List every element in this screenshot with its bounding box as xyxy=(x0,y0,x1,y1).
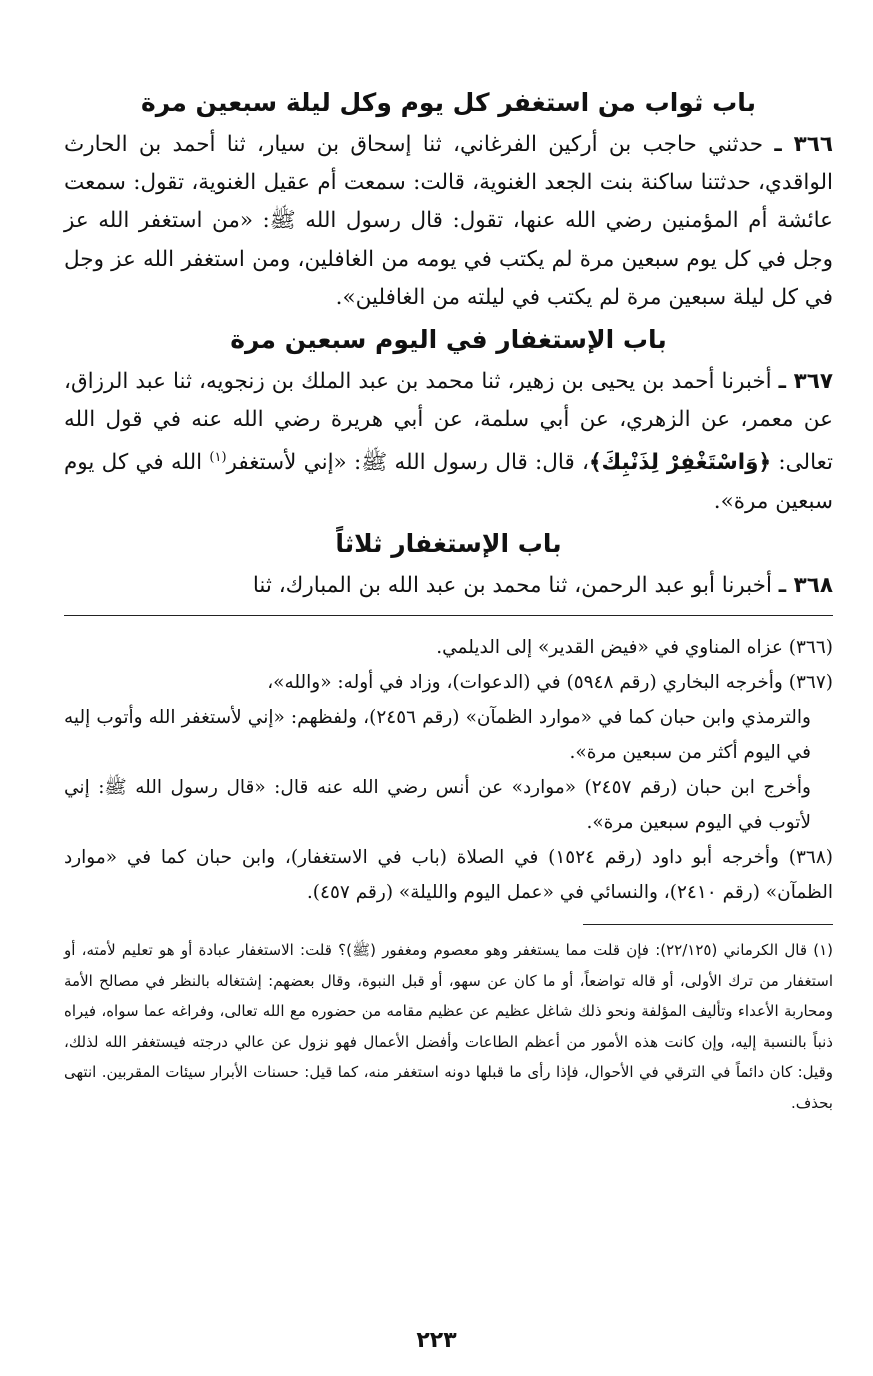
chapter-heading-367: باب الإستغفار في اليوم سبعين مرة xyxy=(230,325,667,355)
hadith-text-366: حدثني حاجب بن أركين الفرغاني، ثنا إسحاق بن سيار، ثنا أحمد بن الحارث الواقدي، حدثتنا ساكنة بنت الجعد الغنوية، قالت: سمعت أم عقيل الغنوية، تقول: سمعت عائشة أم المؤمنين رضي الله عنها، تقول: قال رسول الله ﷺ: «من استغفر الله عز وجل في كل يوم سبعين مرة لم يكتب في يومه من الغافلين، ومن استغفر الله عز وجل في كل ليلة سبعين مرة لم يكتب في ليلته من الغافلين». xyxy=(64,132,833,310)
quran-quote: ﴿وَاسْتَغْفِرْ لِذَنْبِكَ﴾ xyxy=(588,450,772,476)
hadith-366 xyxy=(64,126,833,317)
notes-divider xyxy=(64,615,833,616)
footnote-1: (١) قال الكرماني (٢٢/١٢٥): فإن قلت مما يستغفر وهو معصوم ومغفور (ﷺ)؟ قلت: الاستغفار عبادة أو هو تعليم لأمته، أو استغفار من ترك الأولى، أو قاله تواضعاً، أو ما كان عن سهو، أو قبل النبوة، وقال بعضهم: إشتغاله بالنظر في مصالح الأمة ومحاربة الأعداء وتأليف المؤلفة ونحو ذلك شاغل عظيم عن عظيم مقامه من حضوره مع الله تعالى، وفراغه عما سواه، فيراه ذنباً بالنسبة إليه، وإن كانت هذه الأمور من أعظم الطاعات وأفضل الأعمال فهو نزول عن عالي درجته فيستغفر الله لذلك، وقيل: كان دائماً في الترقي في الأحوال، فإذا رأى ما قبلها دونه استغفر منه، كما قيل: حسنات الأبرار سيئات المقربين. انتهى بحذف. xyxy=(64,941,833,1112)
chapter-heading-366: باب ثواب من استغفر كل يوم وكل ليلة سبعين مرة xyxy=(141,88,756,117)
hadith-text-367-b: ، قال: قال رسول الله ﷺ: «إني لأستغفر xyxy=(226,450,589,476)
chapter-heading-368: باب الإستغفار ثلاثاً xyxy=(335,528,562,558)
page-number: ٢٢٣ xyxy=(416,1328,457,1353)
note-366: (٣٦٦) عزاه المناوي في «فيض القدير» إلى الديلمي. xyxy=(436,637,833,659)
footnote-ref-1[interactable]: (١) xyxy=(209,450,227,466)
hadith-text-367-a: أخبرنا أحمد بن يحيى بن زهير، ثنا محمد بن عبد الملك بن زنجويه، ثنا عبد الرزاق، عن معمر، عن الزهري، عن أبي سلمة، عن أبي هريرة رضي الله عنه في قول الله تعالى: xyxy=(64,369,833,476)
footnote-divider xyxy=(583,924,833,925)
note-367: (٣٦٧) وأخرجه البخاري (رقم ٥٩٤٨) في (الدعوات)، وزاد في أوله: «والله»، xyxy=(267,672,833,694)
hadith-number-366: ٣٦٦ ـ xyxy=(774,132,833,157)
hadith-text-367-c: الله في كل يوم سبعين مرة». xyxy=(64,450,833,514)
hadith-number-368: ٣٦٨ ـ xyxy=(778,572,833,598)
note-367-continued: والترمذي وابن حبان كما في «موارد الظمآن» (رقم ٢٤٥٦)، ولفظهم: «إني لأستغفر الله وأتوب إليه في اليوم أكثر من سبعين مرة». xyxy=(64,707,811,764)
hadith-367 xyxy=(64,363,833,521)
hadith-number-367: ٣٦٧ ـ xyxy=(778,369,833,395)
note-368: (٣٦٨) وأخرجه أبو داود (رقم ١٥٢٤) في الصلاة (باب في الاستغفار)، وابن حبان كما في «موارد الظمآن» (رقم ٢٤١٠)، والنسائي في «عمل اليوم والليلة» (رقم ٤٥٧). xyxy=(64,847,833,904)
note-367-extra: وأخرج ابن حبان (رقم ٢٤٥٧) «موارد» عن أنس رضي الله عنه قال: «قال رسول الله ﷺ: إني لأتوب في اليوم سبعين مرة». xyxy=(64,777,811,834)
hadith-text-368: أخبرنا أبو عبد الرحمن، ثنا محمد بن عبد الله بن المبارك، ثنا xyxy=(252,572,772,598)
book-page xyxy=(64,80,833,1376)
hadith-368 xyxy=(64,567,833,605)
